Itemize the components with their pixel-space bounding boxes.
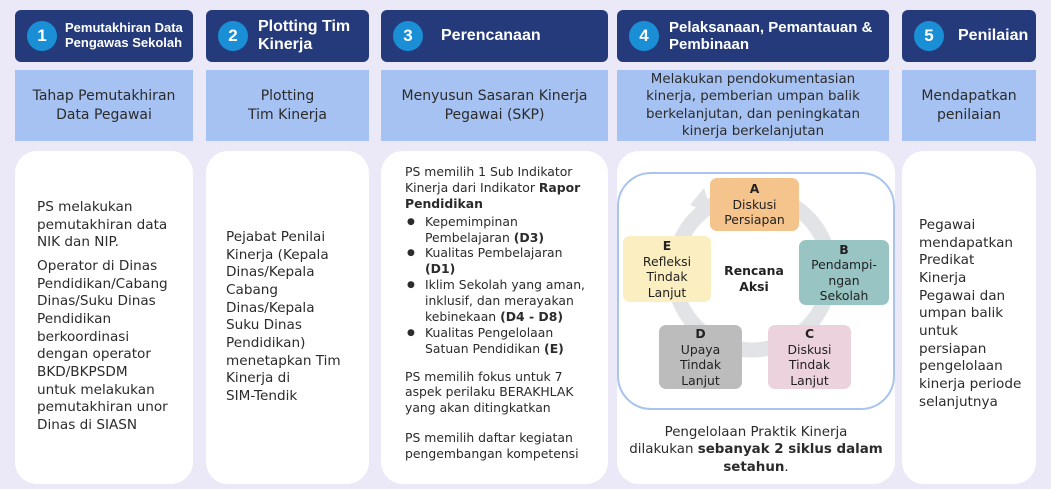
cycle-step-c-letter: C [804,326,815,341]
step-2-number: 2 [218,21,248,51]
list-item [405,245,602,277]
list-item-code: (E) [544,340,564,356]
list-item-text: Kepemimpinan Pembelajaran [425,213,518,245]
step-2-title: Plotting Tim Kinerja [258,17,351,53]
step-5-card [902,151,1036,484]
step-3-paragraph-3: PS memilih daftar kegiatan pengembangan kompetensi [405,430,579,461]
step-3-indicator-list [405,214,602,357]
step-1-number: 1 [27,21,57,51]
step-4-number: 4 [629,21,659,51]
step-2-card [206,151,369,484]
step-3-card [381,151,608,484]
step-5-number: 5 [914,21,944,51]
step-1-header [15,10,193,62]
list-item-code: (D3) [513,229,544,245]
step-2-paragraph-1: Pejabat Penilai Kinerja (Kepala Dinas/Kepala Cabang Dinas/Kepala Suku Dinas Pendidikan) menetapkan Tim Kinerja di SIM-Tendik [226,229,341,405]
cycle-step-d-letter: D [695,326,706,341]
cycle-step-a-letter: A [749,181,760,197]
cycle-step-c-text: Diskusi Tindak Lanjut [787,341,832,388]
step-4-footer-end: . [784,459,789,475]
step-4-header [617,10,889,62]
list-item-text: Kualitas Pengelolaan Satuan Pendidikan [425,324,554,356]
cycle-step-a [710,178,799,231]
list-item-text: Iklim Sekolah yang aman, inklusif, dan merayakan kebinekaan [425,277,585,324]
cycle-center-label: Rencana Aksi [724,263,784,295]
step-2-summary [206,70,369,141]
step-4-footer-line-2 [625,441,887,476]
step-4-summary [617,70,889,141]
cycle-step-b-text: Pendampi- ngan Sekolah [811,257,877,303]
list-item [405,325,602,357]
cycle-step-e-letter: E [662,238,672,253]
cycle-step-b-letter: B [839,241,849,257]
list-item-code: (D4 - D8) [500,308,563,324]
step-5-title: Penilaian [958,26,1029,44]
step-1-paragraph-2: Operator di Dinas Pendidikan/Cabang Dinas/Suku Dinas Pendidikan berkoordinasi dengan operator BKD/BKPSDM untuk melakukan pemutakhiran unor Dinas di SIASN [37,258,168,434]
cycle-step-a-text: Diskusi Persiapan [724,196,785,228]
step-5-paragraph-1: Pegawai mendapatkan Predikat Kinerja Pegawai dan umpan balik untuk persiapan pengelolaan kinerja periode selanjutnya [919,217,1022,410]
step-2-summary-text: Plotting Tim Kinerja [248,87,327,123]
cycle-step-e [623,236,711,302]
cycle-step-d [659,325,742,389]
list-item [405,277,602,325]
step-4-summary-text: Melakukan pendokumentasian kinerja, pemberian umpan balik berkelanjutan, dan peningkatan kinerja berkelanjutan [646,72,860,139]
step-3-summary-text: Menyusun Sasaran Kinerja Pegawai (SKP) [401,87,588,123]
list-item [405,214,602,246]
step-3-header [381,10,608,62]
step-3-summary [381,70,608,141]
step-5-summary [902,70,1036,141]
list-item-text: Kualitas Pembelajaran [425,245,563,261]
step-3-number: 3 [393,21,423,51]
step-3-title: Perencanaan [441,26,541,44]
cycle-step-c [768,325,851,389]
step-3-intro [405,164,602,212]
step-4-footer-bold: sebanyak 2 siklus dalam setahun [697,442,883,475]
step-2-header [206,10,369,62]
step-3-intro-bold: Rapor Pendidikan [405,179,581,211]
step-1-summary-text: Tahap Pemutakhiran Data Pegawai [32,87,176,123]
cycle-step-e-text: Refleksi Tindak Lanjut [642,253,692,300]
step-5-summary-text: Mendapatkan penilaian [921,87,1017,123]
cycle-step-b [799,240,889,305]
cycle-step-d-text: Upaya Tindak Lanjut [679,341,722,388]
step-1-card [15,151,193,484]
step-1-summary [15,70,193,141]
step-1-title: Pemutakhiran Data Pengawas Sekolah [65,20,183,50]
list-item-code: (D1) [425,261,456,277]
step-1-paragraph-1: PS melakukan pemutakhiran data NIK dan NIP. [37,199,168,251]
step-4-footer-text: dilakukan [629,442,698,458]
step-5-header [902,10,1036,62]
step-3-intro-text: PS memilih 1 Sub Indikator Kinerja dari Indikator [405,164,573,195]
step-4-title: Pelaksanaan, Pemantauan & Pembinaan [669,18,873,53]
step-3-paragraph-2: PS memilih fokus untuk 7 aspek perilaku BERAKHLAK yang akan ditingkatkan [405,368,574,416]
step-4-footer [625,424,887,476]
step-4-footer-line-1: Pengelolaan Praktik Kinerja [664,425,848,440]
